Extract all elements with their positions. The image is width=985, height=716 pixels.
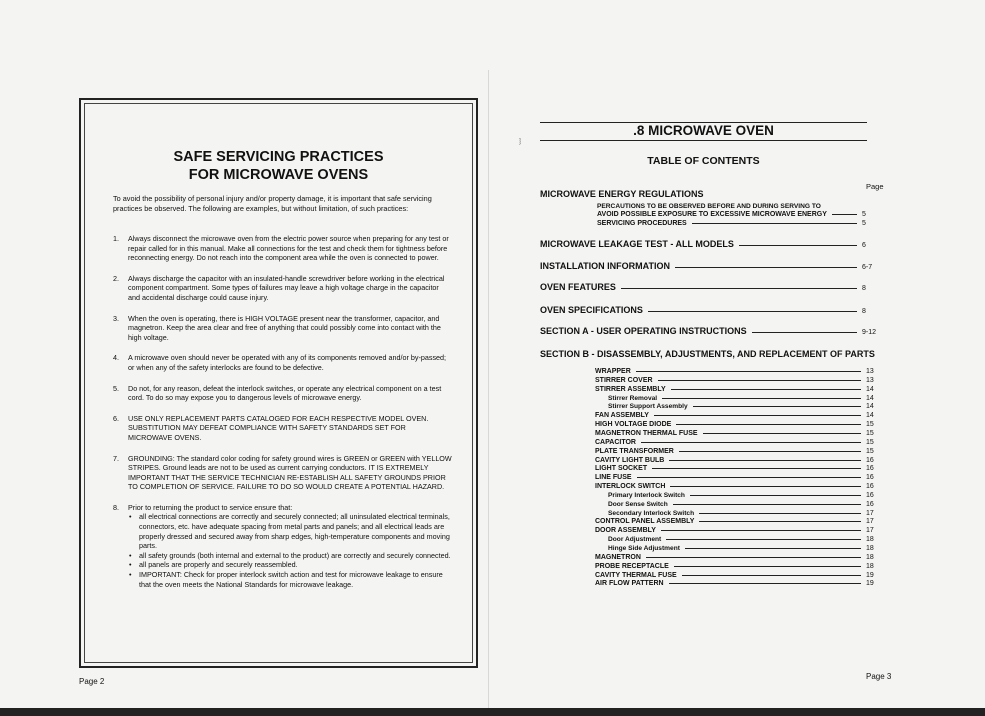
toc-part-entry: CAPACITOR 15 <box>595 438 874 446</box>
safety-title <box>81 148 476 184</box>
toc-entry: MICROWAVE LEAKAGE TEST - ALL MODELS 6 <box>540 239 866 249</box>
page-column-label: Page <box>866 182 884 191</box>
toc-part-entry: PROBE RECEPTACLE 18 <box>595 562 874 570</box>
safety-practices-box <box>79 98 478 668</box>
toc-entry: OVEN FEATURES 8 <box>540 282 866 292</box>
toc-part-entry: STIRRER COVER 13 <box>595 376 874 384</box>
safety-item-8: 8. Prior to returning the product to service ensure that: • all electrical connections are correctly and securely connected; all uninsulated electrical terminals, connectors, etc. have adequate spacing from metal parts and panels; and all electrical leads are properly dressed and secured away from sharp edges, high-temperature components and moving parts. • all safety grounds (both internal and external to the product) are correctly and securely connected. • all panels are properly and securely reassembled. • IMPORTANT: Check for proper interlock switch action and test for microwave leakage to ensure that the oven meets the National Standards for microwave leakage. <box>113 503 452 589</box>
safety-item: 1. Always disconnect the microwave oven from the electric power source when preparing for any test or repair called for in this manual. Make all connections for the test and check them for tightness before reconnecting energy. Do not reach into the component area while the oven is connected to power. <box>113 234 449 263</box>
toc-part-entry: Primary Interlock Switch 16 <box>608 491 874 499</box>
toc-part-entry: Stirrer Support Assembly 14 <box>608 403 874 411</box>
toc-title: TABLE OF CONTENTS <box>647 155 760 167</box>
toc-part-entry: DOOR ASSEMBLY 17 <box>595 527 874 535</box>
toc-part-entry: Door Adjustment 18 <box>608 536 874 544</box>
safety-title-line1: SAFE SERVICING PRACTICES <box>173 149 384 165</box>
scan-artifact: ﹜ <box>515 136 525 147</box>
safety-bullet: • all electrical connections are correctly and securely connected; all uninsulated electrical terminals, connectors, etc. have adequate spacing from metal parts and panels; and all electrical leads are properly dressed and secured away from sharp edges, high-temperature components and moving parts. <box>128 512 452 550</box>
toc-part-entry: AIR FLOW PATTERN 19 <box>595 580 874 588</box>
safety-item: 3. When the oven is operating, there is HIGH VOLTAGE present near the transformer, capacitor, and magnetron. Keep the area clear and free of anything that could possibly come into contact with the high voltage. <box>113 313 441 342</box>
document-title: .8 MICROWAVE OVEN <box>633 123 774 138</box>
toc-part-entry: STIRRER ASSEMBLY 14 <box>595 385 874 393</box>
safety-title-line2: FOR MICROWAVE OVENS <box>188 167 369 183</box>
toc-part-entry: WRAPPER 13 <box>595 368 874 375</box>
title-rule-bottom <box>540 140 867 141</box>
safety-item: 7. GROUNDING: The standard color coding for safety ground wires is GREEN or GREEN with YELLOW STRIPES. Ground leads are not to be used as current carrying conductors. IT IS EXTREMELY IMPORTANT THAT THE SERVICE TECHNICIAN RE-ESTABLISH ALL SAFETY GROUNDS PRIOR TO COMPLETION OF SERVICE. FAILURE TO DO SO WOULD CREATE A POTENTIAL HAZARD. <box>113 453 452 492</box>
safety-item: 5. Do not, for any reason, defeat the interlock switches, or operate any electrical component on a test cord. To do so may expose you to dangerous levels of microwave energy. <box>113 383 442 403</box>
toc-entry: AVOID POSSIBLE EXPOSURE TO EXCESSIVE MICROWAVE ENERGY 5 <box>597 211 866 218</box>
left-page-number: Page 2 <box>79 677 105 686</box>
toc-entry: INSTALLATION INFORMATION 6-7 <box>540 261 873 271</box>
toc-part-entry: MAGNETRON THERMAL FUSE 15 <box>595 429 874 437</box>
toc-part-entry: Secondary Interlock Switch 17 <box>608 509 874 517</box>
toc-part-entry: CAVITY THERMAL FUSE 19 <box>595 571 874 579</box>
toc-part-entry: INTERLOCK SWITCH 16 <box>595 483 874 491</box>
safety-bullet: • all safety grounds (both internal and external to the product) are correctly and securely connected. <box>128 551 452 561</box>
toc-energy-heading: MICROWAVE ENERGY REGULATIONS <box>540 189 704 199</box>
safety-list <box>113 234 452 600</box>
safety-item: 2. Always discharge the capacitor with an insulated-handle screwdriver before working in the electrical component compartment. Some types of failures may leave a high voltage charge in the capacitor and accidental discharge could cause injury. <box>113 273 445 302</box>
safety-intro: To avoid the possibility of personal injury and/or property damage, it is important that safe servicing practices be observed. The following are examples, but without limitation, of such practices: <box>113 194 432 213</box>
safety-sub-list <box>128 512 452 589</box>
toc-part-entry: PLATE TRANSFORMER 15 <box>595 447 874 455</box>
scan-bottom-edge <box>0 708 985 716</box>
toc-part-entry: MAGNETRON 18 <box>595 553 874 561</box>
toc-part-entry: CAVITY LIGHT BULB 16 <box>595 456 874 464</box>
toc-part-entry: HIGH VOLTAGE DIODE 15 <box>595 421 874 429</box>
toc-part-entry: Door Sense Switch 16 <box>608 500 874 508</box>
toc-entry: SERVICING PROCEDURES 5 <box>597 220 866 227</box>
toc-section-b-heading: SECTION B - DISASSEMBLY, ADJUSTMENTS, AND REPLACEMENT OF PARTS <box>540 349 875 359</box>
safety-bullet: • IMPORTANT: Check for proper interlock switch action and test for microwave leakage to ensure that the oven meets the National Standards for microwave leakage. <box>128 570 452 589</box>
toc-entry: SECTION A - USER OPERATING INSTRUCTIONS 9-12 <box>540 326 877 336</box>
right-page-number: Page 3 <box>866 672 892 681</box>
safety-bullet: • all panels are properly and securely reassembled. <box>128 560 452 570</box>
toc-energy-line1: PERCAUTIONS TO BE OBSERVED BEFORE AND DURING SERVING TO <box>597 203 821 210</box>
safety-item: 6. USE ONLY REPLACEMENT PARTS CATALOGED FOR EACH RESPECTIVE MODEL OVEN. SUBSTITUTION MAY DEFEAT COMPLIANCE WITH SAFETY STANDARDS SET FOR MICROWAVE OVENS. <box>113 413 429 442</box>
toc-part-entry: FAN ASSEMBLY 14 <box>595 412 874 420</box>
binding-gutter <box>488 70 489 710</box>
toc-part-entry: Hinge Side Adjustment 18 <box>608 545 874 552</box>
toc-part-entry: Stirrer Removal 14 <box>608 394 874 402</box>
toc-entry: OVEN SPECIFICATIONS 8 <box>540 305 866 315</box>
toc-part-entry: LINE FUSE 16 <box>595 474 874 482</box>
toc-part-entry: CONTROL PANEL ASSEMBLY 17 <box>595 518 874 526</box>
safety-item: 4. A microwave oven should never be operated with any of its components removed and/or by-passed; or when any of the safety interlocks are found to be defective. <box>113 353 447 372</box>
toc-part-entry: LIGHT SOCKET 16 <box>595 465 874 473</box>
